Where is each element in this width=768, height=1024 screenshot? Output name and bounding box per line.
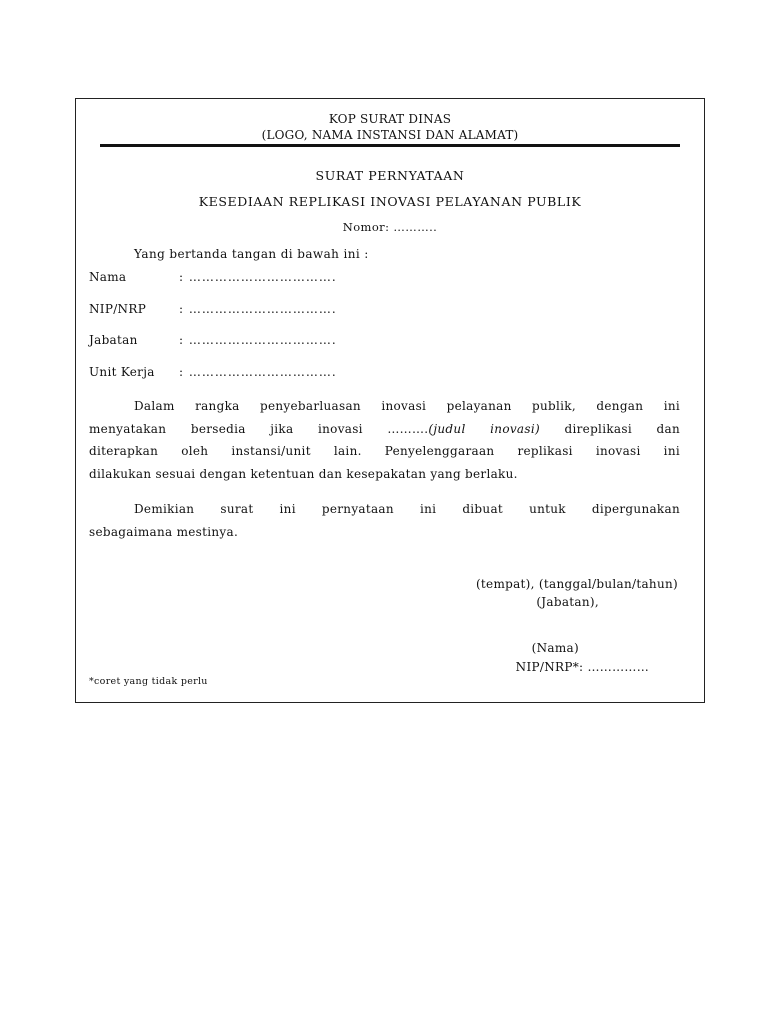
paragraph-text: dilakukan sesuai dengan ketentuan dan kesepakatan yang berlaku. bbox=[89, 466, 518, 481]
paragraph-text: menyatakan bersedia jika inovasi ………. bbox=[89, 421, 429, 436]
field-value-jabatan: : ……………………………. bbox=[179, 333, 337, 347]
closing-paragraph bbox=[89, 498, 680, 543]
paragraph-text: Dalam rangka penyebarluasan inovasi pelayanan publik, dengan ini bbox=[134, 399, 680, 413]
intro-text: Yang bertanda tangan di bawah ini : bbox=[134, 247, 369, 261]
paragraph-line bbox=[89, 521, 680, 544]
field-row-nip bbox=[89, 302, 489, 318]
paragraph-line bbox=[89, 463, 680, 486]
field-label-nama: Nama bbox=[89, 270, 127, 284]
paragraph-line bbox=[89, 498, 680, 521]
paragraph-line bbox=[89, 440, 680, 463]
paragraph-text: Demikian surat ini pernyataan ini dibuat untuk dipergunakan bbox=[134, 502, 680, 516]
field-row-jabatan bbox=[89, 333, 489, 349]
paragraph-line bbox=[89, 395, 680, 418]
field-value-unit-kerja: : ……………………………. bbox=[179, 365, 337, 379]
signature-position: (Jabatan), bbox=[536, 595, 599, 609]
field-label-jabatan: Jabatan bbox=[89, 333, 138, 347]
field-row-unit-kerja bbox=[89, 365, 489, 381]
field-label-nip: NIP/NRP bbox=[89, 302, 147, 316]
document-frame bbox=[75, 98, 705, 703]
paragraph-text: sebagaimana mestinya. bbox=[89, 524, 239, 539]
field-row-nama bbox=[89, 270, 489, 286]
signature-nip: NIP/NRP*: …………… bbox=[515, 660, 649, 674]
document-subtitle: KESEDIAAN REPLIKASI INOVASI PELAYANAN PUBLIK bbox=[198, 194, 582, 209]
letterhead-title: KOP SURAT DINAS bbox=[328, 112, 452, 126]
letterhead-subtitle: (LOGO, NAMA INSTANSI DAN ALAMAT) bbox=[261, 128, 519, 142]
field-value-nip: : ……………………………. bbox=[179, 302, 337, 316]
signature-name: (Nama) bbox=[531, 641, 579, 655]
footnote: *coret yang tidak perlu bbox=[89, 676, 208, 687]
statement-paragraph bbox=[89, 395, 680, 485]
letterhead-divider bbox=[100, 144, 680, 147]
signature-place-date: (tempat), (tanggal/bulan/tahun) bbox=[475, 577, 678, 591]
innovation-title-placeholder: (judul inovasi) bbox=[428, 421, 540, 436]
field-value-nama: : ……………………………. bbox=[179, 270, 337, 284]
paragraph-line bbox=[89, 418, 680, 441]
field-label-unit-kerja: Unit Kerja bbox=[89, 365, 155, 379]
document-number: Nomor: ……….. bbox=[342, 220, 438, 234]
paragraph-text: diterapkan oleh instansi/unit lain. Penyelenggaraan replikasi inovasi ini bbox=[89, 444, 680, 458]
paragraph-text: direplikasi dan bbox=[539, 421, 680, 436]
document-title: SURAT PERNYATAAN bbox=[315, 168, 465, 183]
